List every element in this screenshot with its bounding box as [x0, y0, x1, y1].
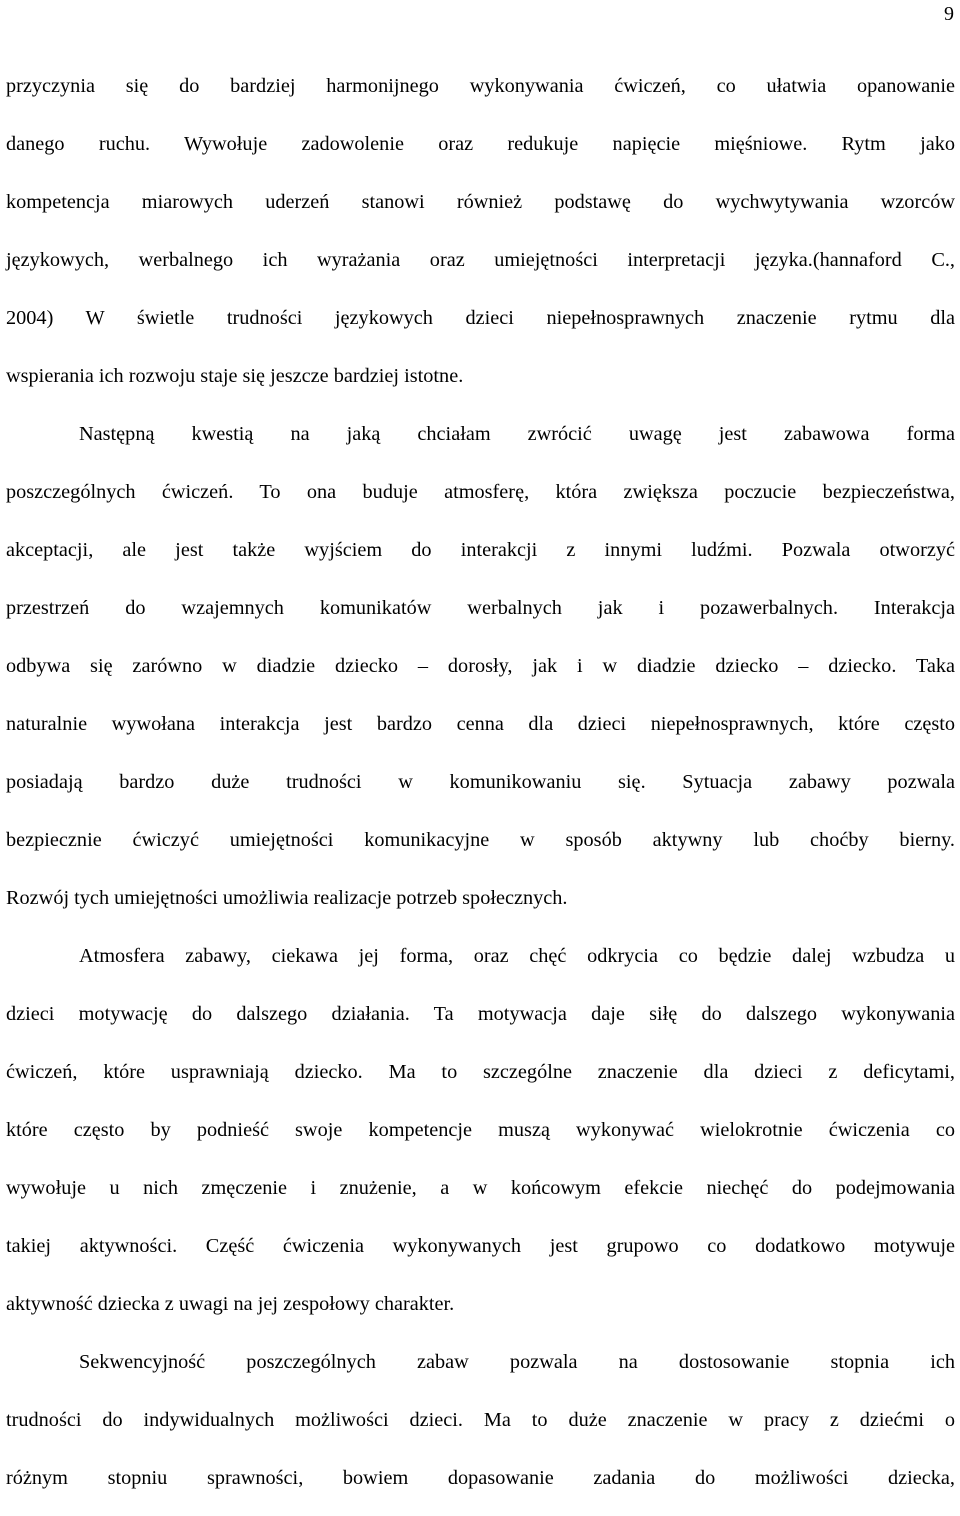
text-line: przyczynia się do bardziej harmonijnego wykonywania ćwiczeń, co ułatwia opanowanie: [6, 75, 955, 97]
text-line: aktywność dziecka z uwagi na jej zespołowy charakter.: [6, 1293, 455, 1315]
text-line: naturalnie wywołana interakcja jest bardzo cenna dla dzieci niepełnosprawnych, które często: [6, 713, 955, 735]
text-line: trudności do indywidualnych możliwości dzieci. Ma to duże znaczenie w pracy z dziećmi o: [6, 1409, 955, 1431]
text-line: różnym stopniu sprawności, bowiem dopasowanie zadania do możliwości dziecka,: [6, 1467, 955, 1489]
text-line: odbywa się zarówno w diadzie dziecko – dorosły, jak i w diadzie dziecko – dziecko. Taka: [6, 655, 955, 677]
page-number: 9: [944, 3, 954, 25]
text-line: akceptacji, ale jest także wyjściem do interakcji z innymi ludźmi. Pozwala otworzyć: [6, 539, 955, 561]
body-text: [6, 66, 955, 1516]
text-line: 2004) W świetle trudności językowych dzieci niepełnosprawnych znaczenie rytmu dla: [6, 307, 955, 329]
text-line: takiej aktywności. Część ćwiczenia wykonywanych jest grupowo co dodatkowo motywuje: [6, 1235, 955, 1257]
text-line: posiadają bardzo duże trudności w komunikowaniu się. Sytuacja zabawy pozwala: [6, 771, 955, 793]
text-line: wspierania ich rozwoju staje się jeszcze bardziej istotne.: [6, 365, 464, 387]
text-line: Rozwój tych umiejętności umożliwia realizacje potrzeb społecznych.: [6, 887, 568, 909]
text-line: ćwiczeń, które usprawniają dziecko. Ma to szczególne znaczenie dla dzieci z deficytami,: [6, 1061, 955, 1083]
text-line: wywołuje u nich zmęczenie i znużenie, a w końcowym efekcie niechęć do podejmowania: [6, 1177, 955, 1199]
text-line: danego ruchu. Wywołuje zadowolenie oraz redukuje napięcie mięśniowe. Rytm jako: [6, 133, 955, 155]
text-line: poszczególnych ćwiczeń. To ona buduje atmosferę, która zwiększa poczucie bezpieczeństwa,: [6, 481, 955, 503]
text-line: bezpiecznie ćwiczyć umiejętności komunikacyjne w sposób aktywny lub choćby bierny.: [6, 829, 955, 851]
text-line: przestrzeń do wzajemnych komunikatów werbalnych jak i pozawerbalnych. Interakcja: [6, 597, 955, 619]
text-line: Sekwencyjność poszczególnych zabaw pozwala na dostosowanie stopnia ich: [79, 1351, 955, 1373]
text-line: Następną kwestią na jaką chciałam zwrócić uwagę jest zabawowa forma: [79, 423, 955, 445]
text-line: kompetencja miarowych uderzeń stanowi również podstawę do wychwytywania wzorców: [6, 191, 955, 213]
text-line: dzieci motywację do dalszego działania. Ta motywacja daje siłę do dalszego wykonywania: [6, 1003, 955, 1025]
text-line: które często by podnieść swoje kompetencje muszą wykonywać wielokrotnie ćwiczenia co: [6, 1119, 955, 1141]
text-line: językowych, werbalnego ich wyrażania oraz umiejętności interpretacji języka.(hannaford C.,: [6, 249, 955, 271]
text-line: Atmosfera zabawy, ciekawa jej forma, oraz chęć odkrycia co będzie dalej wzbudza u: [79, 945, 955, 967]
